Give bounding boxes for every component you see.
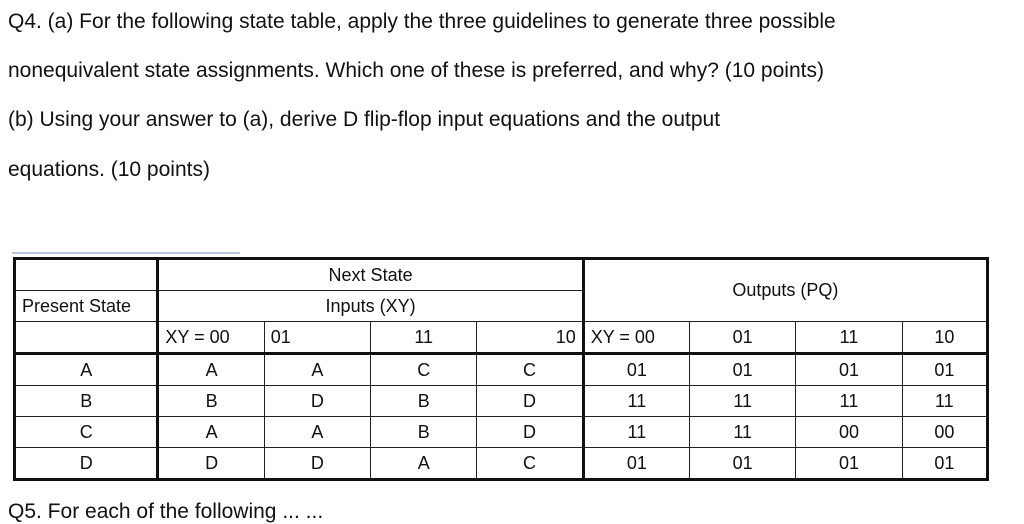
next-cell: C [371,354,477,386]
next-cell: B [158,386,264,417]
header-row-1 [15,259,988,291]
next-cell: A [158,417,264,448]
output-cell: 01 [583,448,689,480]
output-cell: 11 [690,386,796,417]
next-cell: B [371,386,477,417]
column-header-row [15,322,988,354]
next-cell: D [158,448,264,480]
next-cell: A [158,354,264,386]
table-row [15,417,988,448]
output-cell: 01 [796,354,902,386]
output-cell: 01 [690,448,796,480]
output-cell: 01 [690,354,796,386]
state-cell: A [15,354,158,386]
question-line-3: (b) Using your answer to (a), derive D flip-flop input equations and the output [8,108,721,131]
output-cell: 00 [902,417,987,448]
state-cell: C [15,417,158,448]
output-cell: 11 [796,386,902,417]
present-state-header: Present State [15,291,158,322]
out-col-01: 01 [690,322,796,354]
question-line-2: nonequivalent state assignments. Which one of these is preferred, and why? (10 points) [8,59,824,82]
state-cell: D [15,448,158,480]
next-cell: A [264,354,370,386]
inputs-header: Inputs (XY) [158,291,583,322]
next-col-11: 11 [371,322,477,354]
next-state-header: Next State [158,259,583,291]
next-col-00: XY = 00 [158,322,264,354]
next-col-01: 01 [264,322,370,354]
blank-header-cell [15,322,158,354]
out-col-11: 11 [796,322,902,354]
state-table [13,257,989,481]
next-cell: B [371,417,477,448]
output-cell: 11 [583,386,689,417]
output-cell: 01 [902,448,987,480]
question-line-1: Q4. (a) For the following state table, apply the three guidelines to generate three possible [8,10,836,33]
next-cell: D [264,448,370,480]
next-cell: C [477,448,583,480]
output-cell: 01 [796,448,902,480]
out-col-00: XY = 00 [583,322,689,354]
next-cell: A [371,448,477,480]
next-cell: C [477,354,583,386]
output-cell: 01 [902,354,987,386]
next-col-10: 10 [477,322,583,354]
out-col-10: 10 [902,322,987,354]
next-cell: D [264,386,370,417]
output-cell: 00 [796,417,902,448]
outputs-header: Outputs (PQ) [583,259,987,322]
next-question-fragment: Q5. For each of the following ... ... [8,500,324,523]
output-cell: 11 [690,417,796,448]
state-cell: B [15,386,158,417]
output-cell: 01 [583,354,689,386]
table-row [15,386,988,417]
present-state-header-top [15,259,158,291]
faint-divider [12,252,240,254]
table-row [15,354,988,386]
next-cell: A [264,417,370,448]
next-cell: D [477,386,583,417]
output-cell: 11 [583,417,689,448]
output-cell: 11 [902,386,987,417]
question-line-4: equations. (10 points) [8,158,210,181]
next-cell: D [477,417,583,448]
table-row [15,448,988,480]
